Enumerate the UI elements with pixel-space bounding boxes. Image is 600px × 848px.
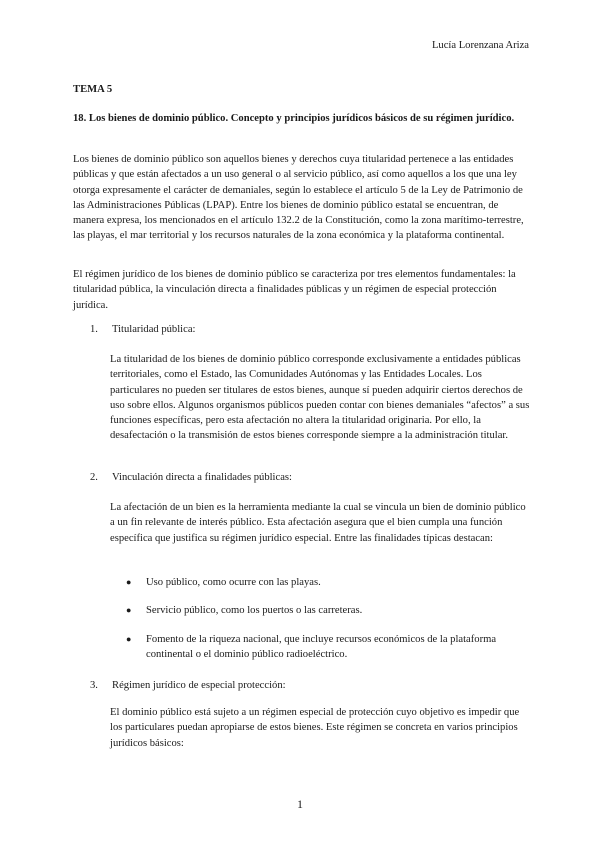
item-title: Vinculación directa a finalidades públicas: — [112, 472, 292, 483]
list-item-regimen — [90, 678, 530, 693]
bullet-icon: ● — [126, 577, 132, 587]
list-item-vinculacion — [90, 470, 530, 485]
item-body-regimen: El dominio público está sujeto a un régimen especial de protección cuyo objetivo es impedir que los particulares puedan apropiarse de estos bienes. Este régimen se concreta en varios principios jurídicos básicos: — [110, 707, 520, 749]
list-item-titularidad — [90, 322, 530, 337]
item-number: 3. — [90, 680, 98, 691]
section-heading: 18. Los bienes de dominio público. Concepto y principios jurídicos básicos de su régimen jurídico. — [73, 113, 515, 124]
bullet-icon: ● — [126, 634, 132, 644]
tema-title: TEMA 5 — [73, 84, 113, 95]
bullet-text: Fomento de la riqueza nacional, que incluye recursos económicos de la plataforma continental o el dominio público radioeléctrico. — [146, 634, 497, 661]
intro-paragraph: Los bienes de dominio público son aquellos bienes y derechos cuya titularidad pertenece a las entidades públicas y que están afectados a un uso general o al servicio público, así como aquellos a los que una ley otorga expresamente el carácter de demaniales, según lo establece el artículo 5 de la Ley de Patrimonio de las Administraciones Públicas (LPAP). Entre los bienes de dominio público estatal se encuentran, de manera expresa, los mencionados en el artículo 132.2 de la Constitución, como la zona marítimo-terrestre, las playas, el mar territorial y los recursos naturales de la zona económica y la plataforma continental. — [73, 154, 524, 242]
page-number: 1 — [297, 797, 303, 811]
item-body-vinculacion: La afectación de un bien es la herramienta mediante la cual se vincula un bien de dominio público a un fin relevante de interés público. Esta afectación asegura que el bien cumpla una función específica que justifica su régimen jurídico especial. Entre las finalidades típicas destacan: — [110, 502, 526, 544]
regime-paragraph: El régimen jurídico de los bienes de dominio público se caracteriza por tres elementos fundamentales: la titularidad pública, la vinculación directa a finalidades públicas y un régimen de especial protección jurídica. — [73, 269, 516, 311]
bullet-text: Uso público, como ocurre con las playas. — [146, 577, 321, 588]
item-number: 2. — [90, 472, 98, 483]
item-number: 1. — [90, 324, 98, 335]
bullet-text: Servicio público, como los puertos o las carreteras. — [146, 605, 363, 616]
bullet-icon: ● — [126, 605, 132, 615]
author-header: Lucía Lorenzana Ariza — [431, 40, 529, 51]
item-body-titularidad: La titularidad de los bienes de dominio público corresponde exclusivamente a entidades públicas territoriales, como el Estado, las Comunidades Autónomas y las Entidades Locales. Los particulares no pueden ser titulares de estos bienes, aunque sí pueden adquirir ciertos derechos de uso sobre ellos. Algunos organismos públicos pueden contar con bienes demaniales “afectos” a sus funciones específicas, pero esta afectación no altera la titularidad originaria. Por ello, la desafectación o la transmisión de estos bienes corresponde siempre a la administración titular. — [110, 354, 530, 442]
item-title: Titularidad pública: — [112, 324, 196, 335]
item-title: Régimen jurídico de especial protección: — [112, 680, 286, 691]
